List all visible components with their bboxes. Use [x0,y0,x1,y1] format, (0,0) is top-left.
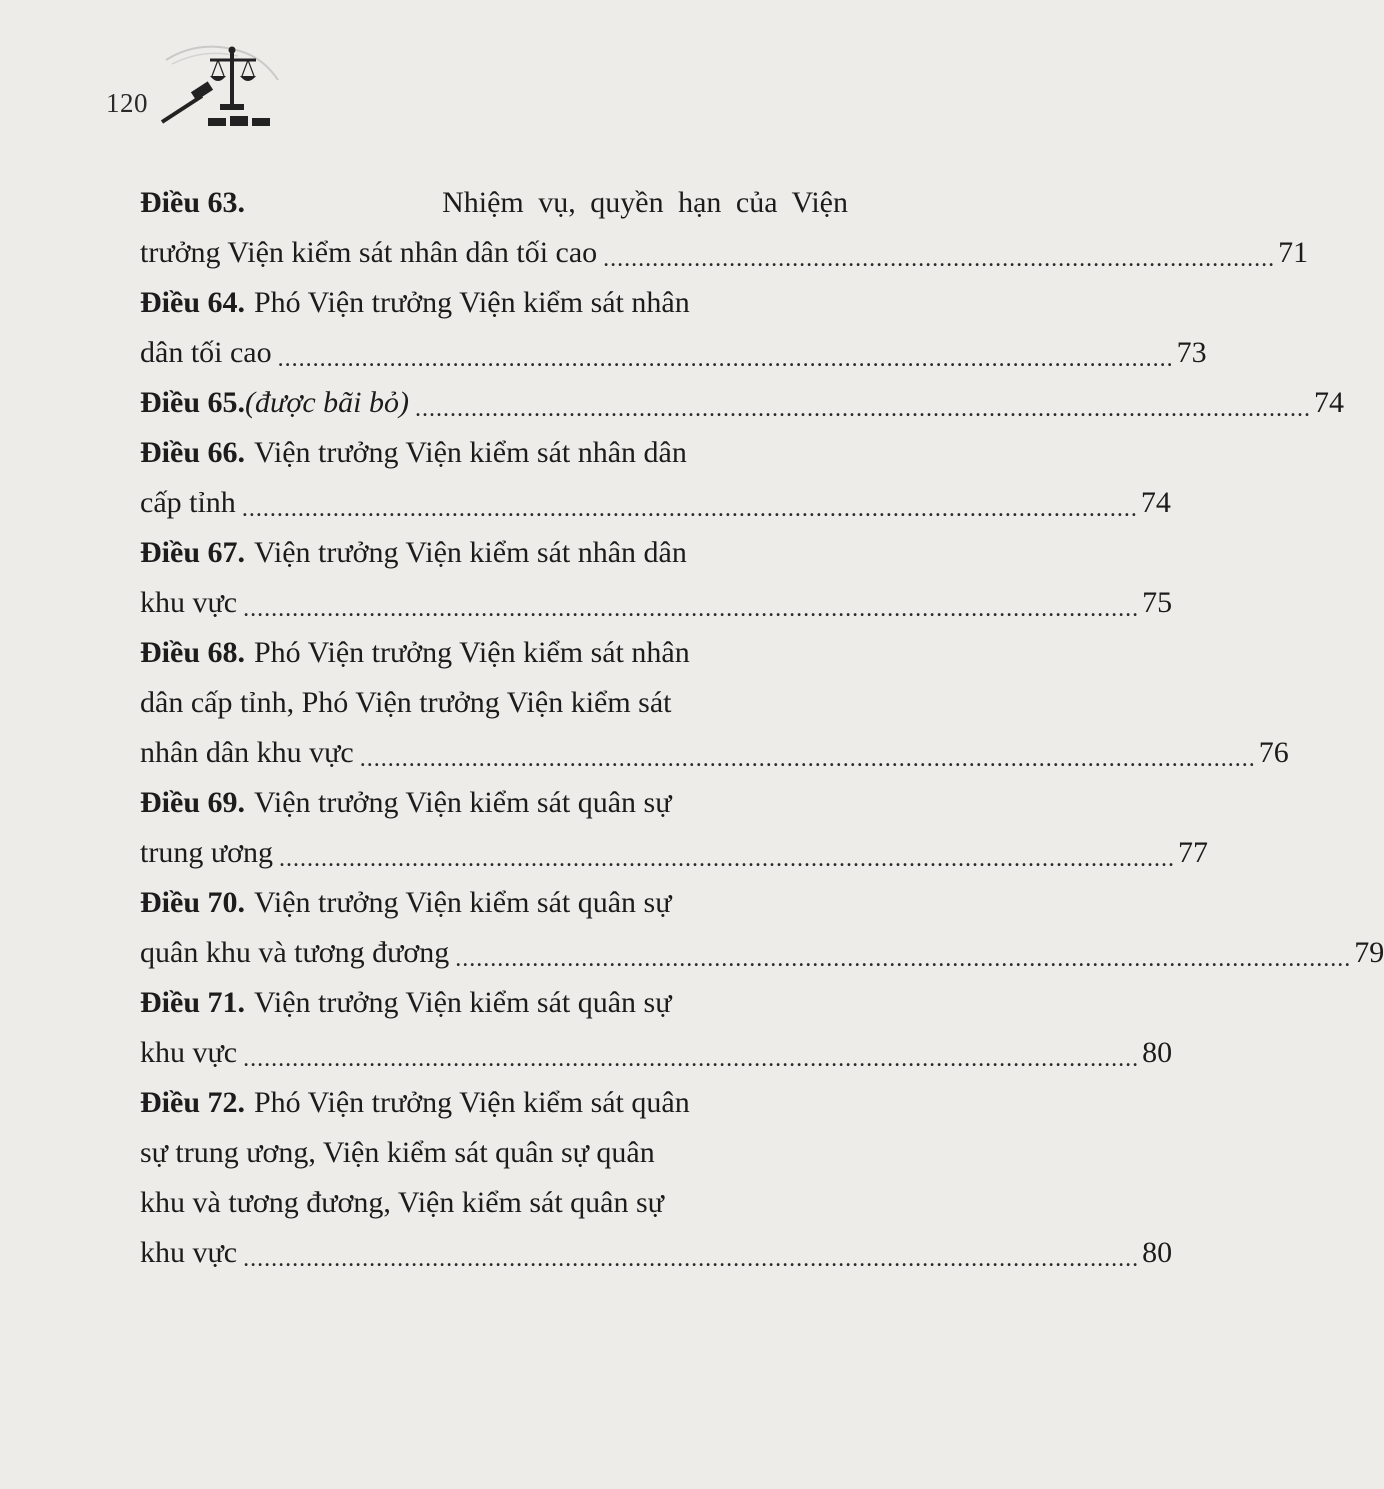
dot-leader: ................................................................................................................................ [359,746,1256,772]
dot-leader: ................................................................................................................................ [278,846,1175,872]
dot-leader: ................................................................................................ [603,246,1276,272]
entry-title-text: Viện trưởng Viện kiểm sát quân sự [254,786,672,819]
toc-line [140,928,1384,978]
article-label: Điều 72. [140,1086,245,1119]
article-label: Điều 68. [140,636,245,669]
page-ref: 74 [1314,386,1345,419]
entry-title-text: Viện trưởng Viện kiểm sát nhân dân [254,536,687,569]
dot-leader: ................................................................................................................................ [277,346,1174,372]
toc-entry [140,178,1309,278]
toc-entry [140,528,1173,628]
entry-title-text: Phó Viện trưởng Viện kiểm sát quân [254,1086,690,1119]
toc-entry [140,428,1171,528]
page-ref: 71 [1278,236,1309,269]
page-ref: 80 [1142,1236,1173,1269]
entry-title-text: Viện trưởng Viện kiểm sát quân sự [254,986,672,1019]
toc-line [140,578,1173,628]
toc-entry [140,778,1208,878]
entry-title-text: khu vực [140,1036,238,1069]
page-ref: 75 [1142,586,1173,619]
entry-title-text: khu vực [140,586,238,619]
article-label: Điều 64. [140,286,245,319]
entry-title-text: dân cấp tỉnh, Phó Viện trưởng Viện kiểm sát [140,686,672,719]
entry-title-text: trưởng Viện kiểm sát nhân dân tối cao [140,236,598,269]
toc-entry [140,378,1345,428]
toc-line [140,778,848,828]
page-ref: 80 [1142,1036,1173,1069]
article-label: Điều 71. [140,986,245,1019]
toc-entry [140,1078,1173,1278]
article-label: Điều 70. [140,886,245,919]
article-label: Điều 67. [140,536,245,569]
entry-title-text: dân tối cao [140,336,272,369]
toc-line [140,1028,1173,1078]
dot-leader: ................................................................................................................................ [241,496,1138,522]
dot-leader: ................................................................................................................................ [243,1046,1140,1072]
toc-line [140,878,848,928]
toc-entry [140,978,1173,1078]
toc-line [140,1078,848,1128]
dot-leader: ................................................................................................................................ [243,1246,1140,1272]
toc-line [140,1228,1173,1278]
toc-line [140,828,1208,878]
toc-line [140,978,848,1028]
toc-line [140,1128,848,1178]
toc-entry [140,278,1207,378]
toc-line [140,278,848,328]
toc-line [140,478,1171,528]
entry-title-text: khu và tương đương, Viện kiểm sát quân sự [140,1186,664,1219]
entry-title-text: cấp tỉnh [140,486,236,519]
article-label: Điều 66. [140,436,245,469]
dot-leader: ................................................................................................................................ [415,396,1312,422]
page-ref: 76 [1258,736,1289,769]
toc-line [140,678,848,728]
entry-title-text: Viện trưởng Viện kiểm sát nhân dân [254,436,687,469]
toc-line [140,328,1207,378]
dot-leader: ................................................................................................................................ [243,596,1140,622]
toc-line [140,528,848,578]
toc-line [140,378,1345,428]
toc-entry [140,878,1384,978]
entry-title-text: khu vực [140,1236,238,1269]
dot-leader: ................................................................................................................................ [455,946,1352,972]
entry-title-text: nhân dân khu vực [140,736,354,769]
page-number: 120 [106,88,148,118]
entry-title-text: Phó Viện trưởng Viện kiểm sát nhân [254,286,690,319]
page-ref: 77 [1177,836,1208,869]
article-label: Điều 65. [140,386,245,419]
page-header [0,0,913,140]
entry-title-text: quân khu và tương đương [140,936,450,969]
page-ref: 73 [1176,336,1207,369]
toc-line [140,728,1289,778]
page-ref: 74 [1140,486,1171,519]
entry-title-text: Viện trưởng Viện kiểm sát quân sự [254,886,672,919]
toc-entry [140,628,1289,778]
toc-line [140,1178,848,1228]
article-label: Điều 69. [140,786,245,819]
toc-line [140,228,1309,278]
entry-title-text: Nhiệm vụ, quyền hạn của Viện [442,186,848,219]
toc-line [140,628,848,678]
toc-line [140,428,848,478]
entry-title-text: trung ương [140,836,273,869]
entry-title-text: Phó Viện trưởng Viện kiểm sát nhân [254,636,690,669]
scales-and-gavel-icon [158,38,282,133]
entry-title-text: sự trung ương, Viện kiểm sát quân sự quân [140,1136,655,1169]
article-label: Điều 63. [140,186,245,219]
table-of-contents [140,178,1384,1278]
entry-title-text: (được bãi bỏ) [245,386,410,419]
toc-line [140,178,848,228]
page-ref: 79 [1354,936,1384,969]
